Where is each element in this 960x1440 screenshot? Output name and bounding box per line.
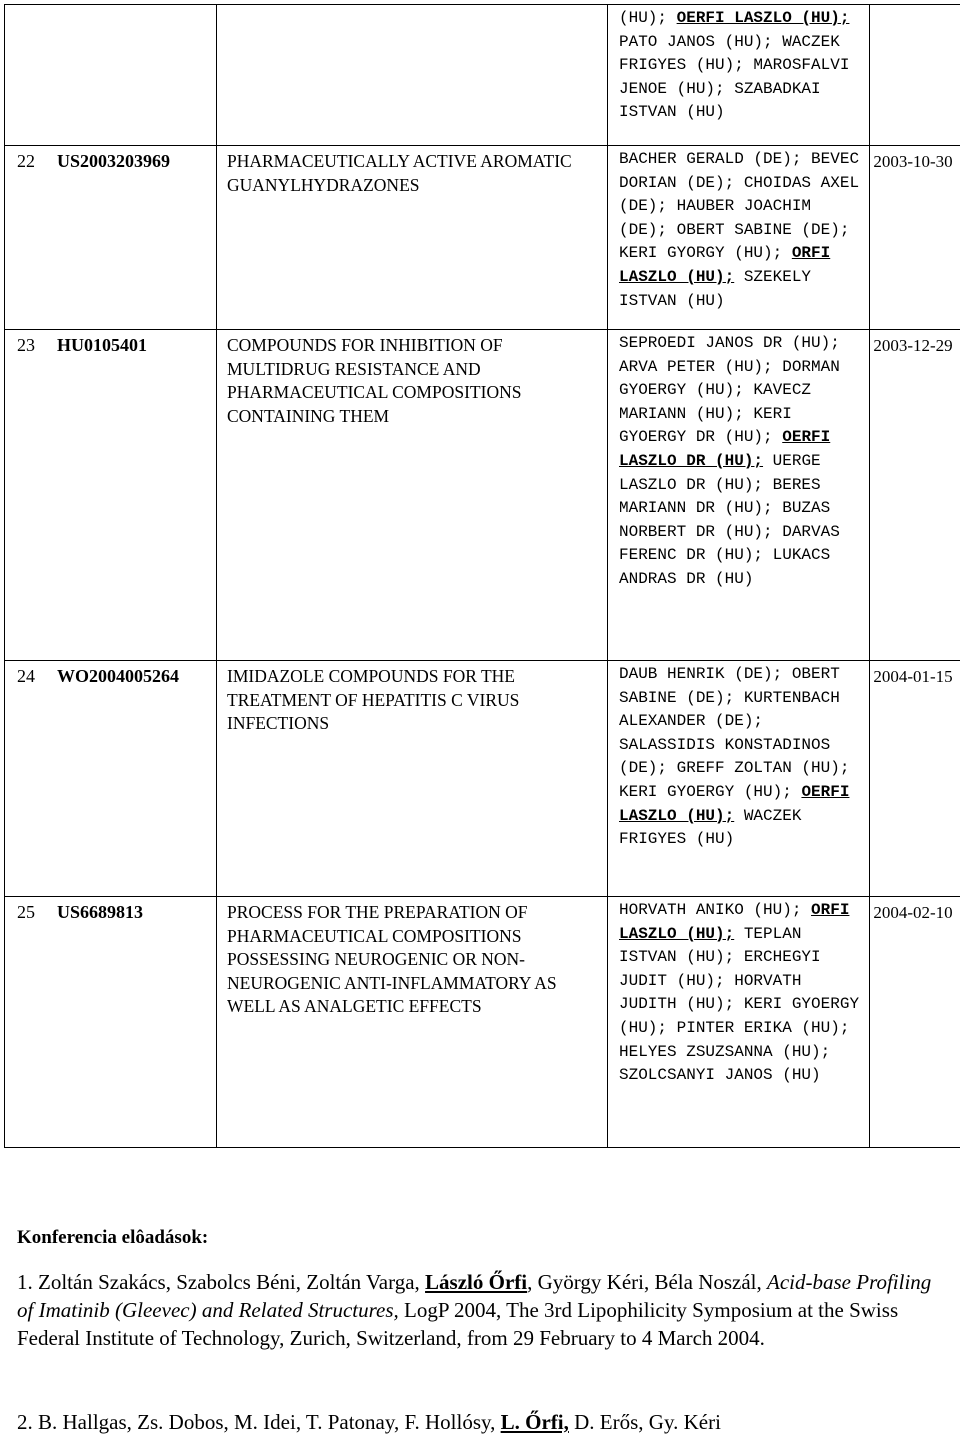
highlighted-author: L. Őrfi, (500, 1410, 569, 1434)
inventors-text (608, 146, 869, 313)
cell-empty (5, 5, 217, 146)
inventors-part: UERGE LASZLO DR (HU); BERES MARIANN DR (HU); BUZAS NORBERT DR (HU); DARVAS FERENC DR (HU); LUKACS ANDRAS DR (HU) (619, 451, 840, 588)
inventors-cell (608, 330, 870, 661)
reference-text: D. Erős, Gy. Kéri (568, 1410, 721, 1434)
inventors-part: DAUB HENRIK (DE); OBERT SABINE (DE); KURTENBACH ALEXANDER (DE); SALASSIDIS KONSTADINOS (DE); GREFF ZOLTAN (HU); KERI GYOERGY (HU); (619, 665, 850, 801)
inventors-part: WACZEK FRIGYES (HU) (619, 806, 802, 849)
row-index: 24 (17, 666, 35, 686)
title-cell (217, 661, 608, 897)
highlighted-inventor: OERFI LASZLO DR (HU); (619, 428, 831, 470)
number-cell (5, 661, 217, 897)
cell-empty (217, 5, 608, 146)
table-row-continuation (5, 5, 960, 146)
reference-title: Acid-base Profiling of Imatinib (Gleevec) and Related Structures, (17, 1270, 932, 1322)
table-row (5, 661, 960, 897)
patent-title: PHARMACEUTICALLY ACTIVE AROMATIC GUANYLHYDRAZONES (227, 151, 572, 195)
patent-table (4, 4, 960, 1148)
patent-date: 2004-02-10 (873, 903, 953, 922)
patent-number: US6689813 (57, 902, 144, 922)
inventors-part: PATO JANOS (HU); WACZEK FRIGYES (HU); MAROSFALVI JENOE (HU); SZABADKAI ISTVAN (HU) (619, 32, 850, 122)
table-row (5, 330, 960, 661)
reference-text: , György Kéri, Béla Noszál, (527, 1270, 768, 1294)
conference-heading: Konferencia elôadások: (17, 1227, 209, 1248)
date-cell (870, 146, 960, 330)
inventors-cell (608, 146, 870, 330)
number-cell (5, 330, 217, 661)
patent-date: 2004-01-15 (873, 667, 953, 686)
table-row (5, 897, 960, 1148)
inventors-part: HORVATH ANIKO (HU); (619, 901, 812, 919)
inventors-part: BACHER GERALD (DE); BEVEC DORIAN (DE); CHOIDAS AXEL (DE); HAUBER JOACHIM (DE); OBERT SABINE (DE); KERI GYORGY (HU); (619, 150, 860, 263)
inventors-part: SZEKELY ISTVAN (HU) (619, 267, 812, 310)
patent-number: US2003203969 (57, 151, 171, 171)
title-cell (217, 897, 608, 1148)
inventors-part: SEPROEDI JANOS DR (HU); ARVA PETER (HU); DORMAN GYOERGY (HU); KAVECZ MARIANN (HU); KERI GYOERGY DR (HU); (619, 334, 840, 447)
number-cell (5, 897, 217, 1148)
inventors-cell (608, 897, 870, 1148)
date-cell (870, 330, 960, 661)
patent-number: HU0105401 (57, 335, 147, 355)
reference-text: 2. B. Hallgas, Zs. Dobos, M. Idei, T. Patonay, F. Hollósy, (17, 1410, 501, 1434)
inventors-part: TEPLAN ISTVAN (HU); ERCHEGYI JUDIT (HU); HORVATH JUDITH (HU); KERI GYOERGY (HU); PINTER ERIKA (HU); HELYES ZSUZSANNA (HU); SZOLCSANYI JANOS (HU) (619, 924, 860, 1085)
patent-number: WO2004005264 (57, 666, 180, 686)
patent-title: PROCESS FOR THE PREPARATION OF PHARMACEUTICAL COMPOSITIONS POSSESSING NEUROGENIC OR NON-NEUROGENIC ANTI-INFLAMMATORY AS WELL AS ANALGETIC EFFECTS (227, 902, 557, 1016)
inventors-text (608, 330, 869, 592)
inventors-cell (608, 661, 870, 897)
highlighted-inventor: OERFI LASZLO (HU); (676, 9, 850, 27)
patent-title: COMPOUNDS FOR INHIBITION OF MULTIDRUG RESISTANCE AND PHARMACEUTICAL COMPOSITIONS CONTAINING THEM (227, 335, 522, 426)
inventors-cell (608, 5, 870, 146)
title-cell (217, 330, 608, 661)
title-cell (217, 146, 608, 330)
row-index: 23 (17, 335, 35, 355)
highlighted-inventor: ORFI LASZLO (HU); (619, 901, 850, 943)
reference-1 (17, 1268, 947, 1352)
date-cell (870, 661, 960, 897)
inventors-text (608, 661, 869, 852)
patent-title: IMIDAZOLE COMPOUNDS FOR THE TREATMENT OF HEPATITIS C VIRUS INFECTIONS (227, 666, 520, 733)
inventors-text (608, 5, 869, 125)
table-row (5, 146, 960, 330)
row-index: 22 (17, 151, 35, 171)
patent-date: 2003-12-29 (873, 336, 953, 355)
inventors-text (608, 897, 869, 1088)
number-cell (5, 146, 217, 330)
cell-empty (870, 5, 960, 146)
highlighted-inventor: ORFI LASZLO (HU); (619, 244, 831, 286)
patent-date: 2003-10-30 (873, 152, 953, 171)
highlighted-inventor: OERFI LASZLO (HU); (619, 782, 850, 825)
reference-2 (17, 1408, 947, 1436)
highlighted-author: László Őrfi (425, 1270, 528, 1294)
reference-text: LogP 2004, The 3rd Lipophilicity Symposium at the Swiss Federal Institute of Technology, Zurich, Switzerland, from 29 February to 4 March 2004. (17, 1298, 899, 1350)
row-index: 25 (17, 902, 35, 922)
inventors-part: (HU); (619, 9, 677, 27)
date-cell (870, 897, 960, 1148)
reference-text: 1. Zoltán Szakács, Szabolcs Béni, Zoltán Varga, (17, 1270, 426, 1294)
